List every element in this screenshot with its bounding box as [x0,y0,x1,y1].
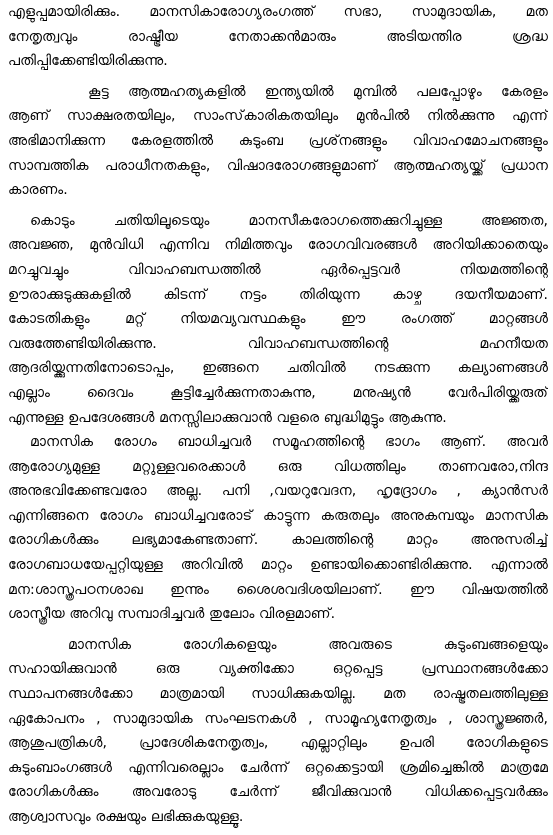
text-line: കുടുംബാംഗങ്ങൾ എന്നിവരെല്ലാം ചേർന്ന് ഒറ്റക്കെട്ടായി ശ്രമിച്ചെങ്കിൽ മാത്രമേ [8,759,548,776]
text-line: സഹായിക്കുവാൻ ഒരു വ്യക്തിക്കോ ഒറ്റപ്പെട്ട പ്രസ്ഥാനങ്ങൾക്കോ [8,661,548,678]
text-line: എളുപ്പമായിരിക്കും. മാനസികാരോഗ്യരംഗത്ത് സഭാ, സാമുദായിക, മത [8,4,548,20]
text-line: ആണ് സാക്ഷരതയിലും, സാംസ്‌കാരികതയിലും മുൻപിൽ നിൽക്കുന്നു എന്ന് [8,108,548,125]
text-line: ശാസ്ത്രീയ അറിവു സമ്പാദിച്ചവർ തുലോം വിരളമാണ്. [8,606,336,623]
text-line: മന:ശാസ്ത്രപഠനശാഖ ഇന്നും ശൈശവദിശയിലാണ്. ഈ വിഷയത്തിൽ [8,581,548,598]
text-line: വരുത്തേണ്ടിയിരിക്കുന്നു. വിവാഹബന്ധത്തിന്റെ മഹനീയത [8,335,548,352]
text-line: അനുഭവിക്കേണ്ടവരോ അല്ല. പനി ,വയറുവേദന, ഹൃദ്രോഗം , ക്യാൻസർ [8,483,548,500]
text-line: പതിപ്പിക്കേണ്ടിയിരിക്കുന്നു. [8,53,168,70]
text-line: എല്ലാം ദൈവം കൂട്ടിച്ചേർക്കുന്നതാകുന്നു, മനുഷ്യൻ വേർപിരിയ്ക്കരുത് [8,384,548,401]
text-line: കോടതികളും മറ്റ് നിയമവ്യവസ്ഥകളും ഈ രംഗത്ത് മാറ്റങ്ങൾ [8,311,548,328]
text-line: കൂട്ട ആത്മഹത്യകളിൽ ഇന്ത്യയിൽ മുമ്പിൽ പലപ്പോഴും കേരളം [88,83,548,100]
paragraph [8,633,548,830]
text-line: അവജ്ഞ, മുൻവിധി എന്നിവ നിമിത്തവും രോഗവിവരങ്ങൾ അറിയിക്കാതെയും [8,237,548,254]
text-line: കൊടും ചതിയിലൂടെയും മാനസീകരോഗത്തെക്കുറിച്ചുള്ള അജ്ഞത, [30,212,548,229]
text-line: അഭിമാനിക്കുന്ന കേരളത്തിൽ കുടുംബ പ്രശ്‌നങ്ങളും വിവാഹമോചനങ്ങളും [8,132,548,149]
paragraph [8,0,548,74]
text-line: മാനസിക രോഗം ബാധിച്ചവർ സമൂഹത്തിന്റെ ഭാഗം ആണ്. അവർ [30,434,548,451]
text-line: എന്നിങ്ങനെ രോഗം ബാധിച്ചവരോട് കാട്ടുന്ന കരുതലും അനുകമ്പയും മാനസിക [8,507,548,524]
paragraph [8,80,548,203]
text-line: രോഗികൾക്കും അവരോടു ചേർന്ന് ജീവിക്കുവാൻ വിധിക്കപ്പെട്ടവർക്കും [8,784,548,801]
text-line: സാമ്പത്തിക പരാധീനതകളും, വിഷാദരോഗങ്ങളുമാണ് ആത്മഹത്യയ്ക്ക് പ്രധാന [8,157,548,174]
text-line: രോഗബാധയേപ്പറ്റിയുള്ള അറിവിൽ മാറ്റം ഉണ്ടായിക്കൊണ്ടിരിക്കുന്നു. എന്നാൽ [8,557,548,574]
text-line: ആദരിയ്ക്കുന്നതിനോടൊപ്പം, ഇങ്ങനെ ചതിവിൽ നടക്കുന്ന കല്യാണങ്ങൾ [8,360,548,377]
text-line: എന്നുള്ള ഉപദേശങ്ങൾ മനസ്സിലാക്കുവാൻ വളരെ ബുദ്ധിമുട്ടും ആകുന്നു. [8,409,447,426]
paragraph [8,209,548,430]
text-line: മറച്ചുവച്ചും വിവാഹബന്ധത്തിൽ ഏർപ്പെട്ടവർ നിയമത്തിന്റെ [8,261,548,278]
text-line: ആശ്വാസവും രക്ഷയും ലഭിക്കുകയുള്ളൂ. [8,809,244,825]
paragraph [8,430,548,627]
text-line: രോഗികൾക്കും ലഭ്യമാകേണ്ടതാണ്. കാലത്തിന്റെ മാറ്റം അനുസരിച്ച് [8,532,548,549]
text-line: ആശുപത്രികൾ, പ്രാദേശികനേതൃത്വം, എല്ലാറ്റിലും ഉപരി രോഗികളുടെ [8,735,548,752]
document-page [8,0,548,830]
text-line: നേതൃത്വവും രാഷ്ട്രീയ നേതാക്കൻമാരും അടിയന്തിര ശ്രദ്ധ [8,28,548,45]
text-line: സ്ഥാപനങ്ങൾക്കോ മാത്രമായി സാധിക്കുകയില്ല. മത രാഷ്ട്രതലത്തിലുള്ള [8,686,548,703]
text-line: മാനസിക രോഗികളെയും അവരുടെ കുടുംബങ്ങളെയും [68,636,548,653]
text-line: ഊരാക്കുടുക്കുകളിൽ കിടന്ന് നട്ടം തിരിയുന്ന കാഴ്ച ദയനീയമാണ്. [8,286,548,303]
text-line: കാരണം. [8,182,68,199]
text-line: ആരോഗ്യമുള്ള മറ്റുള്ളവരെക്കാൾ ഒരു വിധത്തിലും താണവരോ,നിന്ദ [8,458,548,475]
text-line: ഏകോപനം , സാമുദായിക സംഘടനകൾ , സാമൂഹ്യനേതൃത്വം , ശാസ്ത്രജ്ഞർ, [8,710,548,727]
